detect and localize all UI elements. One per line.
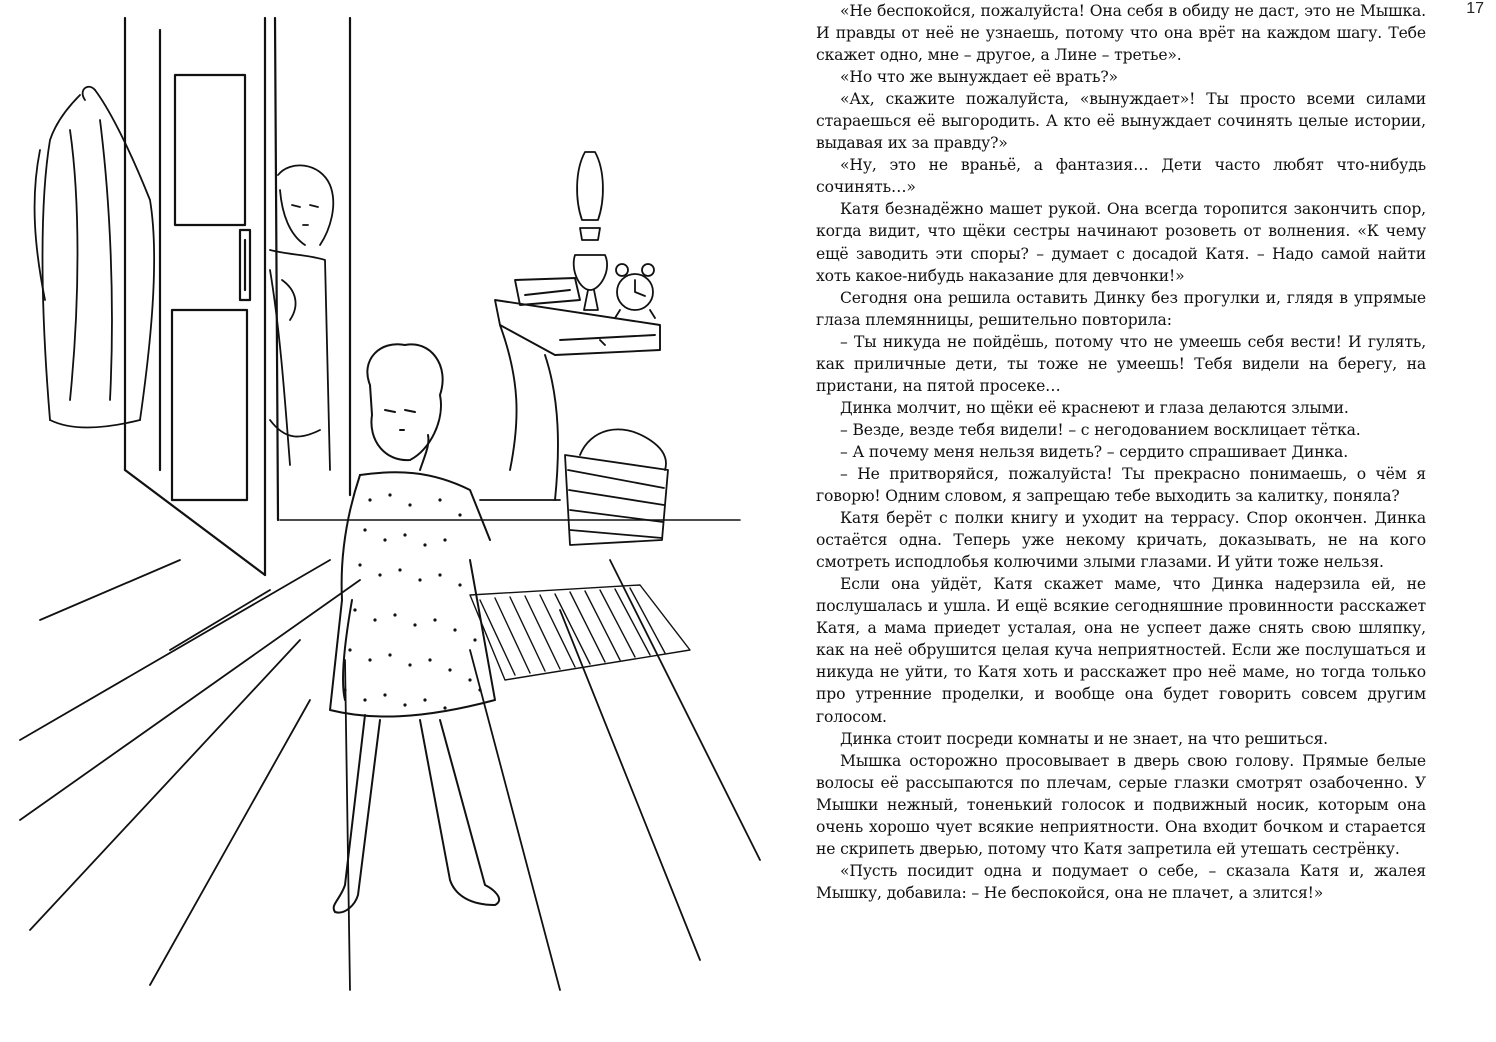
paragraph: «Ах, скажите пожалуйста, «вынуждает»! Ты просто всеми силами стараешься её выгородить. А кто её вынуждает сочинять целые истории, выдавая их за правду?»	[816, 90, 1426, 153]
paragraph: Сегодня она решила оставить Динку без прогулки и, глядя в упрямые глаза племянницы, решительно повторила:	[816, 288, 1426, 329]
paragraph: Динка стоит посреди комнаты и не знает, на что решиться.	[840, 729, 1328, 748]
hanging-coat	[35, 87, 155, 428]
paragraph: – Везде, везде тебя видели! – с негодованием восклицает тётка.	[840, 420, 1361, 439]
paragraph: «Не беспокойся, пожалуйста! Она себя в обиду не даст, это не Мышка. И правды от неё не узнаешь, потому что она врёт на каждом шагу. Тебе скажет одно, мне – другое, а Лине – третье».	[816, 2, 1426, 65]
paragraph: – Ты никуда не пойдёшь, потому что не умеешь себя вести! И гулять, как приличные дети, ты тоже не умеешь! Тебя видели на берегу, на пристани, на пятой просеке…	[816, 332, 1426, 395]
body-text	[816, 0, 1426, 904]
alarm-clock	[615, 264, 655, 318]
side-table	[495, 278, 660, 500]
paragraph: Динка молчит, но щёки её краснеют и глаза делаются злыми.	[840, 398, 1349, 417]
paragraph: – Не притворяйся, пожалуйста! Ты прекрасно понимаешь, о чём я говорю! Одним словом, я запрещаю тебе выходить за калитку, поняла?	[816, 464, 1426, 506]
basket	[565, 429, 668, 545]
floor-boards	[20, 500, 760, 990]
paragraph: Катя безнадёжно машет рукой. Она всегда торопится закончить спор, когда видит, что щёки сестры начинают розоветь от волнения. «К чему ещё заводить эти споры? – думает с досадой Катя. – Надо самой найти хоть какое-нибудь наказание для девчонки!»	[816, 200, 1426, 285]
peeking-girl	[270, 165, 333, 470]
paragraph: «Ну, это не враньё, а фантазия… Дети часто любят что-нибудь сочинять…»	[816, 156, 1426, 197]
page-number: 17	[1466, 0, 1484, 17]
paragraph: Мышка осторожно просовывает в дверь свою голову. Прямые белые волосы её рассыпаются по плечам, серые глазки смотрят озабоченно. У Мышки нежный, тоненький голосок и подвижный носик, которым она очень хорошо чует всякие неприятности. Она входит бочком и старается не скрипеть дверью, потому что Катя запретила ей утешать сестрёнку.	[816, 751, 1426, 858]
striped-rug	[470, 585, 690, 680]
paragraph: Если она уйдёт, Катя скажет маме, что Динка надерзила ей, не послушалась и ушла. И ещё всякие сегодняшние провинности расскажет Катя, а мама приедет усталая, она не успеет даже снять свою шляпку, как на неё обрушится целая куча неприятностей. Если же послушаться и никуда не уйти, то Катя хоть и расскажет про неё маме, но тогда только про утренние проделки, и вообще она будет говорить совсем другим голосом.	[816, 575, 1426, 726]
paragraph: – А почему меня нельзя видеть? – сердито спрашивает Динка.	[840, 442, 1349, 461]
door	[125, 18, 350, 575]
paragraph: «Пусть посидит одна и подумает о себе, – сказала Катя и, жалея Мышку, добавила: – Не беспокойся, она не плачет, а злится!»	[816, 861, 1426, 902]
paragraph: «Но что же вынуждает её врать?»	[840, 68, 1118, 87]
girl-dinka	[330, 344, 499, 912]
kerosene-lamp	[574, 152, 607, 310]
paragraph: Катя берёт с полки книгу и уходит на террасу. Спор окончен. Динка остаётся одна. Теперь уже некому кричать, доказывать, не на кого смотреть исподлобья колючими злыми глазами. И уйти тоже нельзя.	[816, 509, 1426, 572]
